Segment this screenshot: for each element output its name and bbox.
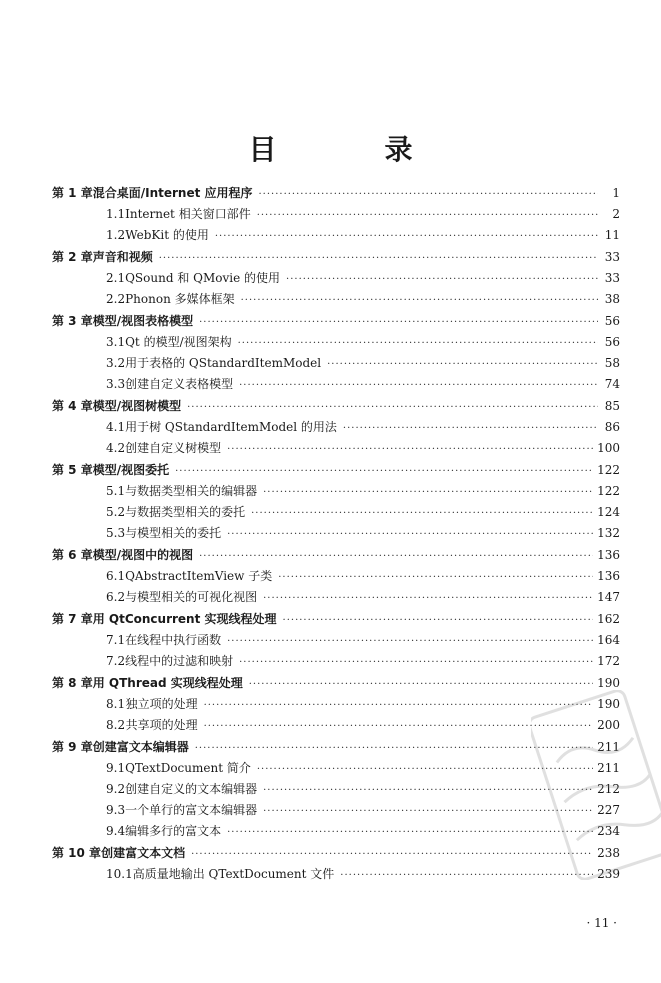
- section-number: 5.3: [106, 526, 126, 540]
- chapter-title: 模型/视图表格模型: [92, 314, 194, 328]
- page-number: 147: [597, 590, 620, 604]
- section-number: 5.2: [106, 505, 126, 519]
- chapter-title: 创建富文本文档: [101, 846, 186, 860]
- page-number: 33: [604, 250, 620, 264]
- section-number: 8.2: [106, 718, 126, 732]
- dot-leader: [241, 290, 598, 311]
- toc-chapter-row[interactable]: [52, 396, 620, 417]
- page-number: 132: [597, 526, 620, 540]
- section-title: 一个单行的富文本编辑器: [125, 803, 258, 817]
- section-number: 6.2: [106, 590, 126, 604]
- page-number: 190: [597, 697, 620, 711]
- dot-leader: [227, 631, 593, 652]
- toc-chapter-row[interactable]: [52, 545, 620, 566]
- chapter-number: 第 9 章: [52, 740, 93, 754]
- section-title: QTextDocument 简介: [125, 761, 251, 775]
- dot-leader: [187, 397, 598, 418]
- section-title: 与数据类型相关的编辑器: [125, 484, 258, 498]
- page-number: 162: [597, 612, 620, 626]
- page-number: 211: [597, 761, 620, 775]
- chapter-number: 第 3 章: [52, 314, 93, 328]
- section-number: 5.1: [106, 484, 126, 498]
- section-number: 4.2: [106, 441, 126, 455]
- page-number: 56: [604, 335, 620, 349]
- section-number: 2.2: [106, 292, 126, 306]
- page-number: 85: [604, 399, 620, 413]
- chapter-title: 模型/视图树模型: [92, 399, 182, 413]
- page-number: 58: [604, 356, 620, 370]
- chapter-title: 声音和视频: [92, 250, 153, 264]
- section-title: Internet 相关窗口部件: [125, 207, 251, 221]
- section-number: 1.2: [106, 228, 126, 242]
- page-number: 234: [597, 824, 620, 838]
- page-number: 33: [604, 271, 620, 285]
- dot-leader: [199, 546, 593, 567]
- chapter-number: 第 8 章: [52, 676, 93, 690]
- chapter-number: 第 1 章: [52, 186, 93, 200]
- section-number: 7.2: [106, 654, 126, 668]
- dot-leader: [251, 503, 593, 524]
- dot-leader: [257, 205, 598, 226]
- dot-leader: [215, 226, 598, 247]
- dot-leader: [286, 269, 598, 290]
- section-number: 8.1: [106, 697, 126, 711]
- dot-leader: [327, 354, 598, 375]
- toc-section-row[interactable]: [52, 481, 620, 502]
- toc-section-row[interactable]: [52, 502, 620, 523]
- chapter-title: 模型/视图委托: [92, 463, 170, 477]
- chapter-title: 模型/视图中的视图: [92, 548, 194, 562]
- page-number: 86: [604, 420, 620, 434]
- section-number: 6.1: [106, 569, 126, 583]
- page-number-footer: · 11 ·: [586, 916, 617, 930]
- section-number: 10.1: [106, 867, 133, 881]
- toc-section-row[interactable]: [52, 268, 620, 289]
- toc-section-row[interactable]: [52, 289, 620, 310]
- dot-leader: [239, 375, 598, 396]
- page-number: 164: [597, 633, 620, 647]
- section-title: 共享项的处理: [125, 718, 198, 732]
- toc-section-row[interactable]: [52, 204, 620, 225]
- section-number: 9.3: [106, 803, 126, 817]
- toc-section-row[interactable]: [52, 225, 620, 246]
- chapter-title: 混合桌面/Internet 应用程序: [92, 186, 253, 200]
- toc-chapter-row[interactable]: [52, 183, 620, 204]
- dot-leader: [259, 184, 599, 205]
- section-title: 在线程中执行函数: [125, 633, 222, 647]
- page-number: 56: [604, 314, 620, 328]
- chapter-number: 第 5 章: [52, 463, 93, 477]
- dot-leader: [263, 482, 593, 503]
- page-number: 124: [597, 505, 620, 519]
- toc-section-row[interactable]: [52, 587, 620, 608]
- page-number: 172: [597, 654, 620, 668]
- section-title: 用于树 QStandardItemModel 的用法: [125, 420, 337, 434]
- chapter-title: 用 QtConcurrent 实现线程处理: [92, 612, 277, 626]
- dot-leader: [175, 461, 593, 482]
- page-number: 1: [612, 186, 620, 200]
- section-number: 2.1: [106, 271, 126, 285]
- section-number: 1.1: [106, 207, 126, 221]
- section-title: 与数据类型相关的委托: [125, 505, 246, 519]
- watermark-stamp: [531, 690, 661, 880]
- page-number: 136: [597, 548, 620, 562]
- toc-chapter-row[interactable]: [52, 311, 620, 332]
- page-number: 74: [604, 377, 620, 391]
- section-title: 与模型相关的委托: [125, 526, 222, 540]
- dot-leader: [239, 652, 593, 673]
- section-title: QSound 和 QMovie 的使用: [125, 271, 281, 285]
- chapter-title: 创建富文本编辑器: [92, 740, 189, 754]
- section-number: 7.1: [106, 633, 126, 647]
- section-title: 用于表格的 QStandardItemModel: [125, 356, 322, 370]
- section-title: 编辑多行的富文本: [125, 824, 222, 838]
- page-number: 227: [597, 803, 620, 817]
- dot-leader: [283, 610, 594, 631]
- section-title: Phonon 多媒体框架: [125, 292, 235, 306]
- page-number: 239: [597, 867, 620, 881]
- chapter-number: 第 2 章: [52, 250, 93, 264]
- section-number: 3.1: [106, 335, 126, 349]
- section-title: 独立项的处理: [125, 697, 198, 711]
- section-number: 9.2: [106, 782, 126, 796]
- section-title: Qt 的模型/视图架构: [125, 335, 232, 349]
- dot-leader: [343, 418, 598, 439]
- page-number: 200: [597, 718, 620, 732]
- section-title: 创建自定义树模型: [125, 441, 222, 455]
- dot-leader: [278, 567, 593, 588]
- section-number: 9.1: [106, 761, 126, 775]
- section-title: 创建自定义表格模型: [125, 377, 234, 391]
- section-title: 与模型相关的可视化视图: [125, 590, 258, 604]
- toc-section-row[interactable]: [52, 523, 620, 544]
- page-number: 122: [597, 463, 620, 477]
- page-number: 212: [597, 782, 620, 796]
- toc-chapter-row[interactable]: [52, 609, 620, 630]
- page-number: 100: [597, 441, 620, 455]
- chapter-number: 第 7 章: [52, 612, 93, 626]
- dot-leader: [227, 439, 593, 460]
- toc-section-row[interactable]: [52, 332, 620, 353]
- page-number: 211: [597, 740, 620, 754]
- toc-chapter-row[interactable]: [52, 247, 620, 268]
- chapter-number: 第 4 章: [52, 399, 93, 413]
- toc-chapter-row[interactable]: [52, 460, 620, 481]
- chapter-title: 用 QThread 实现线程处理: [92, 676, 243, 690]
- toc-section-row[interactable]: [52, 374, 620, 395]
- page-number: 190: [597, 676, 620, 690]
- dot-leader: [159, 248, 598, 269]
- toc-section-row[interactable]: [52, 651, 620, 672]
- toc-section-row[interactable]: [52, 353, 620, 374]
- section-title: 线程中的过滤和映射: [125, 654, 234, 668]
- section-number: 3.3: [106, 377, 126, 391]
- section-number: 9.4: [106, 824, 126, 838]
- section-title: QAbstractItemView 子类: [125, 569, 273, 583]
- toc-section-row[interactable]: [52, 566, 620, 587]
- section-title: 创建自定义的文本编辑器: [125, 782, 258, 796]
- section-title: WebKit 的使用: [125, 228, 209, 242]
- toc-section-row[interactable]: [52, 438, 620, 459]
- dot-leader: [227, 524, 593, 545]
- chapter-number: 第 10 章: [52, 846, 102, 860]
- page-number: 11: [604, 228, 620, 242]
- section-title: 高质量地输出 QTextDocument 文件: [132, 867, 335, 881]
- dot-leader: [238, 333, 598, 354]
- toc-section-row[interactable]: [52, 630, 620, 651]
- page-number: 136: [597, 569, 620, 583]
- toc-section-row[interactable]: [52, 417, 620, 438]
- chapter-number: 第 6 章: [52, 548, 93, 562]
- page-number: 2: [612, 207, 620, 221]
- page-number: 238: [597, 846, 620, 860]
- page-number: 38: [604, 292, 620, 306]
- page-number: 122: [597, 484, 620, 498]
- page-title: 目 录: [248, 133, 453, 166]
- dot-leader: [263, 588, 593, 609]
- section-number: 4.1: [106, 420, 126, 434]
- dot-leader: [199, 312, 598, 333]
- section-number: 3.2: [106, 356, 126, 370]
